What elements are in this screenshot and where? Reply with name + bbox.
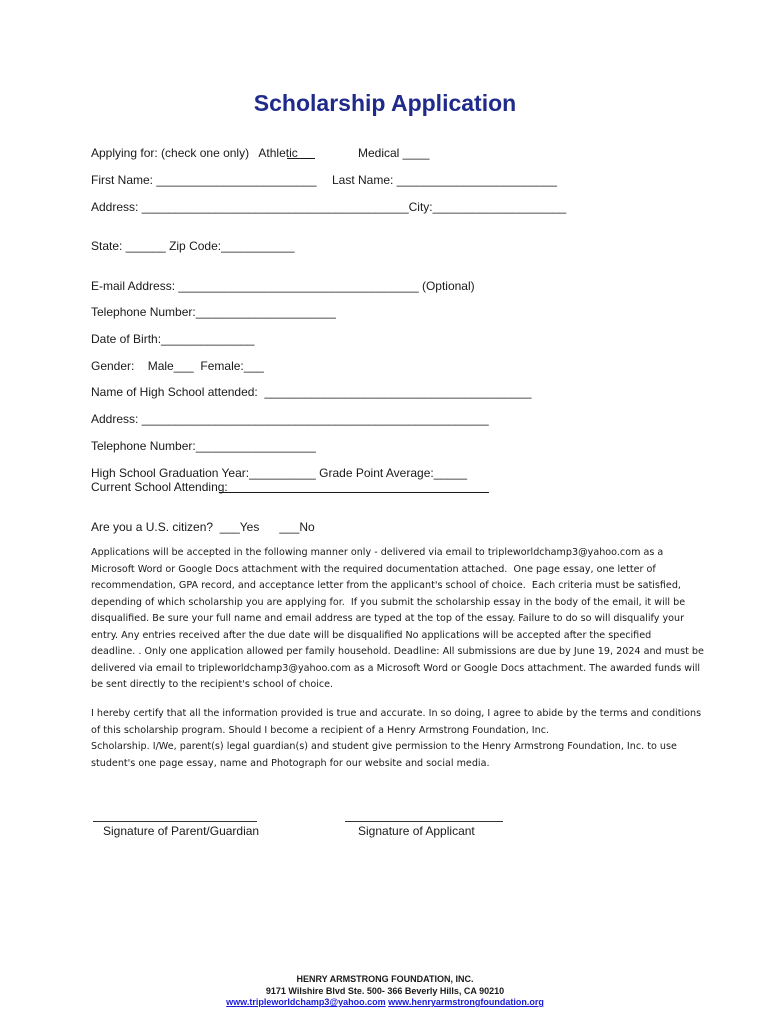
last-name-field[interactable]: Last Name: ________________________ bbox=[332, 173, 557, 187]
high-school-address-field[interactable]: Address: ____________________________________________________ bbox=[91, 412, 489, 426]
parent-signature-line[interactable] bbox=[93, 821, 257, 822]
gender-field[interactable]: Gender: Male___ Female:___ bbox=[91, 359, 264, 373]
submission-instructions: Applications will be accepted in the following manner only - delivered via email to tripleworldchamp3@yahoo.com as a Microsoft Word or Google Docs attachment with the required documentation attached. One page essay, one letter of recommendation, GPA record, and acceptance letter from the applicant's school of choice. Each criteria must be satisfied, depending of which scholarship you are applying for. If you submit the scholarship essay in the body of the email, it will be disqualified. Be sure your full name and email address are typed at the top of the essay. Failure to do so will disqualify your entry. Any entries received after the due date will be disqualified No applications will be accepted after the specified deadline. . Only one application allowed per family household. Deadline: All submissions are due by June 19, 2024 and must be delivered via email to tripleworldchamp3@yahoo.com as a Microsoft Word or Google Docs attachment. The awarded funds will be sent directly to the recipient's school of choice. bbox=[91, 547, 704, 690]
graduation-year-gpa-field[interactable]: High School Graduation Year:__________ Grade Point Average:_____ bbox=[91, 466, 468, 480]
first-name-field[interactable]: First Name: ________________________ bbox=[91, 173, 317, 187]
current-school-blank[interactable] bbox=[219, 492, 489, 493]
footer-email-link[interactable]: www.tripleworldchamp3@yahoo.com bbox=[226, 997, 386, 1007]
telephone-field[interactable]: Telephone Number:_____________________ bbox=[91, 305, 336, 319]
applying-for-label: Applying for: (check one only) Athletic bbox=[91, 146, 298, 160]
citizen-field[interactable]: Are you a U.S. citizen? ___Yes ___No bbox=[91, 520, 315, 534]
high-school-name-field[interactable]: Name of High School attended: ________________________________________ bbox=[91, 385, 532, 399]
applicant-signature-label: Signature of Applicant bbox=[358, 824, 475, 838]
athletic-blank[interactable] bbox=[287, 158, 315, 159]
email-field[interactable]: E-mail Address: ____________________________________ (Optional) bbox=[91, 279, 475, 293]
certification-statement: I hereby certify that all the information provided is true and accurate. In so doing, I agree to abide by the terms and conditions of this scholarship program. Should I become a recipient of a Henry Armstrong Foundation, Inc. Scholarship. I/We, parent(s) legal guardian(s) and student give permission to the Henry Armstrong Foundation, Inc. to use student's one page essay, name and Photograph for our website and social media. bbox=[91, 708, 702, 769]
current-school-label: Current School Attending: bbox=[91, 480, 228, 494]
state-zip-field[interactable]: State: ______ Zip Code:___________ bbox=[91, 239, 295, 253]
date-of-birth-field[interactable]: Date of Birth:______________ bbox=[91, 332, 255, 346]
address-city-field[interactable]: Address: ________________________________________City:____________________ bbox=[91, 200, 567, 214]
page-title: Scholarship Application bbox=[253, 90, 517, 116]
footer-website-link[interactable]: www.henryarmstrongfoundation.org bbox=[388, 997, 544, 1007]
footer-address: 9171 Wilshire Blvd Ste. 500- 366 Beverly Hills, CA 90210 bbox=[265, 985, 505, 996]
medical-field[interactable]: Medical ____ bbox=[358, 146, 430, 160]
applicant-signature-line[interactable] bbox=[345, 821, 503, 822]
high-school-telephone-field[interactable]: Telephone Number:__________________ bbox=[91, 439, 316, 453]
parent-signature-label: Signature of Parent/Guardian bbox=[103, 824, 260, 838]
footer-org: HENRY ARMSTRONG FOUNDATION, INC. bbox=[296, 974, 474, 984]
footer bbox=[0, 974, 770, 1009]
